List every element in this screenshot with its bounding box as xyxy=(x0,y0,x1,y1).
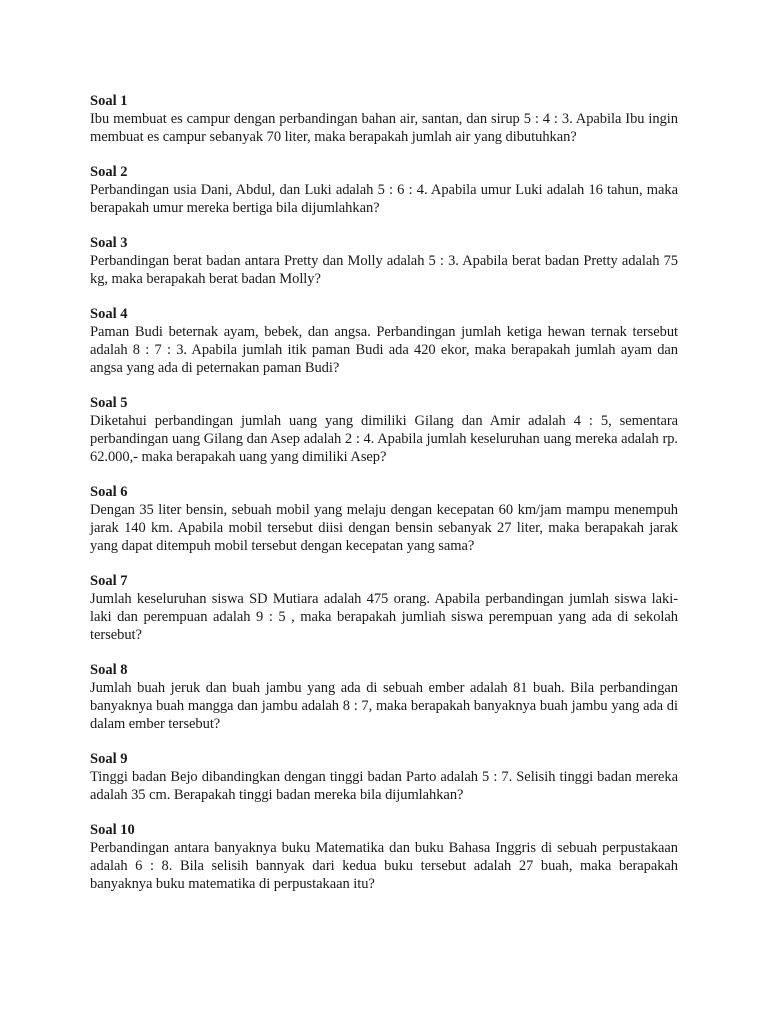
question-4 xyxy=(90,305,678,377)
question-9 xyxy=(90,750,678,804)
question-5 xyxy=(90,394,678,466)
question-title: Soal 6 xyxy=(90,484,128,500)
question-text: Jumlah keseluruhan siswa SD Mutiara adalah 475 orang. Apabila perbandingan jumlah siswa laki-laki dan perempuan adalah 9 : 5 , maka berapakah jumliah siswa perempuan yang ada di sekolah tersebut? xyxy=(90,591,678,643)
question-2 xyxy=(90,163,678,217)
question-7 xyxy=(90,572,678,644)
question-8 xyxy=(90,661,678,733)
question-6 xyxy=(90,483,678,555)
question-title: Soal 10 xyxy=(90,822,135,838)
question-title: Soal 4 xyxy=(90,306,128,322)
question-title: Soal 8 xyxy=(90,662,128,678)
question-title: Soal 1 xyxy=(90,93,128,109)
question-text: Diketahui perbandingan jumlah uang yang dimiliki Gilang dan Amir adalah 4 : 5, sementara perbandingan uang Gilang dan Asep adalah 2 : 4. Apabila jumlah keseluruhan uang mereka adalah rp. 62.000,- maka berapakah uang yang dimiliki Asep? xyxy=(90,413,678,465)
document-page xyxy=(90,92,678,910)
question-text: Dengan 35 liter bensin, sebuah mobil yang melaju dengan kecepatan 60 km/jam mampu menempuh jarak 140 km. Apabila mobil tersebut diisi dengan bensin sebanyak 27 liter, maka berapakah jarak yang dapat ditempuh mobil tersebut dengan kecepatan yang sama? xyxy=(90,502,678,554)
question-text: Perbandingan usia Dani, Abdul, dan Luki adalah 5 : 6 : 4. Apabila umur Luki adalah 16 tahun, maka berapakah umur mereka bertiga bila dijumlahkan? xyxy=(90,182,678,216)
question-title: Soal 9 xyxy=(90,751,128,767)
question-3 xyxy=(90,234,678,288)
question-title: Soal 7 xyxy=(90,573,128,589)
question-title: Soal 2 xyxy=(90,164,128,180)
question-text: Perbandingan antara banyaknya buku Matematika dan buku Bahasa Inggris di sebuah perpustakaan adalah 6 : 8. Bila selisih bannyak dari kedua buku tersebut adalah 27 buah, maka berapakah banyaknya buku matematika di perpustakaan itu? xyxy=(90,840,678,892)
question-title: Soal 3 xyxy=(90,235,128,251)
question-text: Paman Budi beternak ayam, bebek, dan angsa. Perbandingan jumlah ketiga hewan ternak tersebut adalah 8 : 7 : 3. Apabila jumlah itik paman Budi ada 420 ekor, maka berapakah jumlah ayam dan angsa yang ada di peternakan paman Budi? xyxy=(90,324,678,376)
question-1 xyxy=(90,92,678,146)
question-title: Soal 5 xyxy=(90,395,128,411)
question-text: Perbandingan berat badan antara Pretty dan Molly adalah 5 : 3. Apabila berat badan Pretty adalah 75 kg, maka berapakah berat badan Molly? xyxy=(90,253,678,287)
question-text: Jumlah buah jeruk dan buah jambu yang ada di sebuah ember adalah 81 buah. Bila perbandingan banyaknya buah mangga dan jambu adalah 8 : 7, maka berapakah banyaknya buah jambu yang ada di dalam ember tersebut? xyxy=(90,680,678,732)
question-10 xyxy=(90,821,678,893)
question-text: Ibu membuat es campur dengan perbandingan bahan air, santan, dan sirup 5 : 4 : 3. Apabila Ibu ingin membuat es campur sebanyak 70 liter, maka berapakah jumlah air yang dibutuhkan? xyxy=(90,111,678,145)
question-text: Tinggi badan Bejo dibandingkan dengan tinggi badan Parto adalah 5 : 7. Selisih tinggi badan mereka adalah 35 cm. Berapakah tinggi badan mereka bila dijumlahkan? xyxy=(90,769,678,803)
